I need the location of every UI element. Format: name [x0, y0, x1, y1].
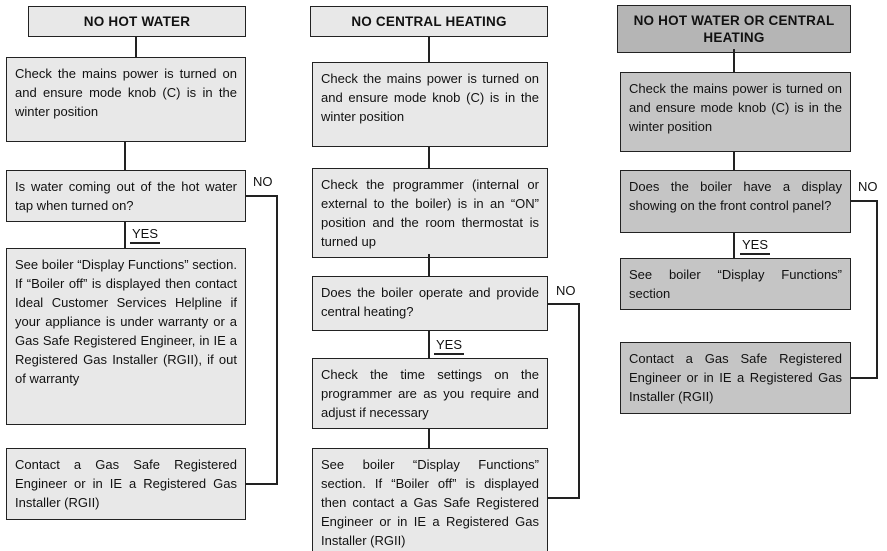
decision-boiler-heats: Does the boiler operate and provide central heating? — [312, 276, 548, 331]
connector-line — [124, 142, 126, 170]
column-header-no-hot-water-or-central-heating: NO HOT WATER OR CENTRAL HEATING — [617, 5, 851, 53]
connector-line — [733, 233, 735, 258]
no-label: NO — [858, 179, 878, 194]
decision-water-from-tap: Is water coming out of the hot water tap when turned on? — [6, 170, 246, 222]
connector-line — [578, 303, 580, 499]
step-contact-engineer-1: Contact a Gas Safe Registered Engineer or in IE a Registered Gas Installer (RGII) — [6, 448, 246, 520]
connector-line — [428, 147, 430, 168]
step-contact-engineer-3: Contact a Gas Safe Registered Engineer or in IE a Registered Gas Installer (RGII) — [620, 342, 851, 414]
yes-label: YES — [434, 336, 464, 355]
connector-line — [246, 195, 278, 197]
step-display-functions-3: See boiler “Display Functions” section — [620, 258, 851, 310]
step-check-time-settings: Check the time settings on the programmer are as you require and adjust if necessary — [312, 358, 548, 429]
connector-line — [876, 200, 878, 379]
step-check-mains-power-3: Check the mains power is turned on and ensure mode knob (C) is in the winter position — [620, 72, 851, 152]
yes-label: YES — [130, 225, 160, 244]
connector-line — [548, 303, 580, 305]
connector-line — [428, 331, 430, 358]
no-label: NO — [253, 174, 273, 189]
step-check-mains-power-1: Check the mains power is turned on and ensure mode knob (C) is in the winter position — [6, 57, 246, 142]
connector-line — [851, 377, 878, 379]
step-display-functions-1: See boiler “Display Functions” section. If “Boiler off” is displayed then contact Ideal Customer Services Helpline if your appliance is under warranty or a Gas Safe Registered Engineer, in IE a Registered Gas Installer (RGII), if out of warranty — [6, 248, 246, 425]
no-label: NO — [556, 283, 576, 298]
connector-line — [428, 36, 430, 62]
yes-label: YES — [740, 236, 770, 255]
connector-line — [124, 222, 126, 248]
decision-display-showing: Does the boiler have a display showing on the front control panel? — [620, 170, 851, 233]
connector-line — [851, 200, 878, 202]
column-header-no-central-heating: NO CENTRAL HEATING — [310, 6, 548, 37]
connector-line — [135, 36, 137, 57]
step-check-mains-power-2: Check the mains power is turned on and ensure mode knob (C) is in the winter position — [312, 62, 548, 147]
connector-line — [428, 254, 430, 276]
connector-line — [733, 49, 735, 72]
connector-line — [246, 483, 278, 485]
column-header-no-hot-water: NO HOT WATER — [28, 6, 246, 37]
step-display-functions-2: See boiler “Display Functions” section. If “Boiler off” is displayed then contact a Gas Safe Registered Engineer or in IE a Registered Gas Installer (RGII) — [312, 448, 548, 551]
step-check-programmer: Check the programmer (internal or external to the boiler) is in an “ON” position and the room thermostat is turned up — [312, 168, 548, 258]
connector-line — [548, 497, 580, 499]
connector-line — [733, 152, 735, 170]
connector-line — [276, 195, 278, 485]
connector-line — [428, 428, 430, 448]
